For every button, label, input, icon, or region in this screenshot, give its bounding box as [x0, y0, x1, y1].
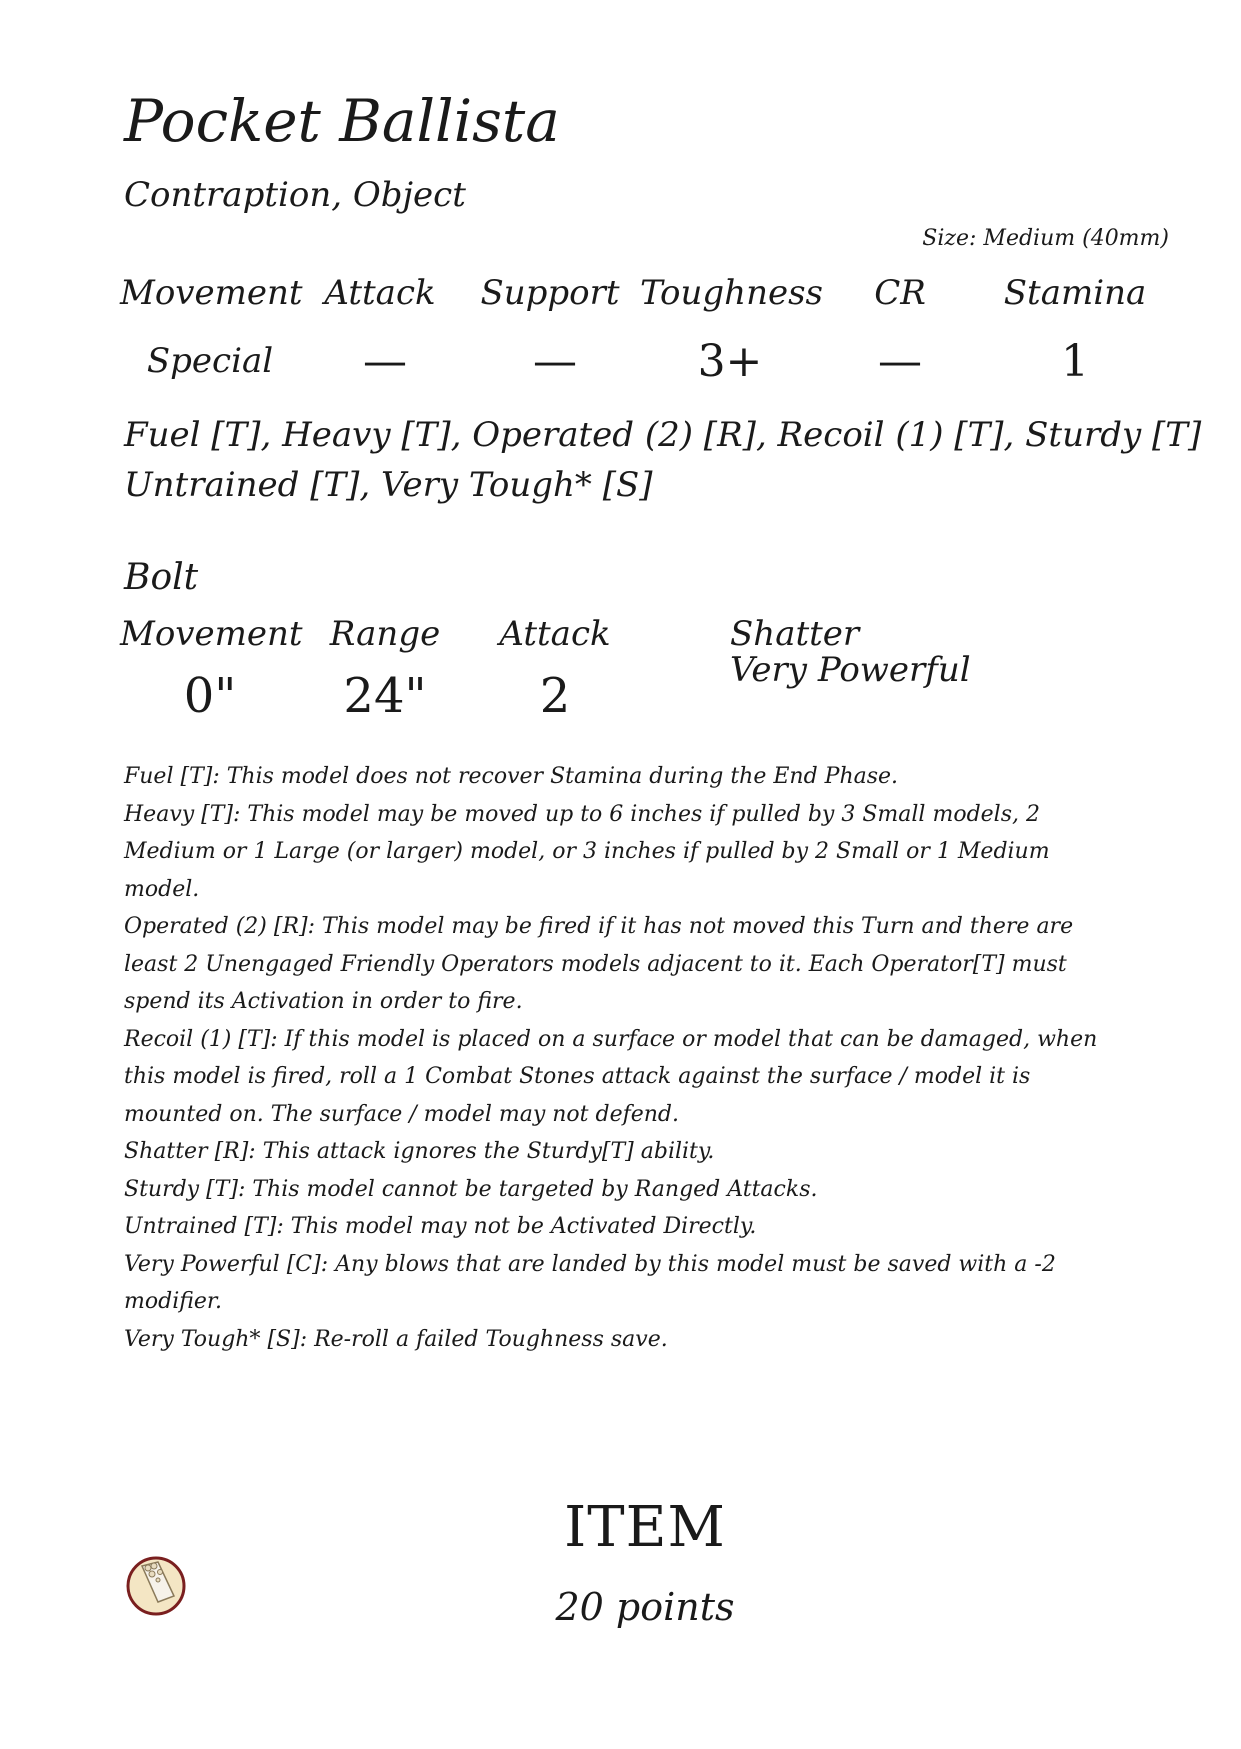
stat-header-toughness: Toughness	[640, 273, 823, 313]
card-type: ITEM	[564, 1495, 726, 1560]
points-cost: 20 points	[555, 1585, 735, 1629]
weapon-header-movement: Movement	[120, 614, 303, 654]
stat-header-support: Support	[480, 273, 620, 313]
rule-heavy: Heavy [T]: This model may be moved up to 6 inches if pulled by 3 Small models, 2 Medium or 1 Large (or larger) model, or 3 inches if pulled by 2 Small or 1 Medium model.	[124, 801, 1050, 902]
rule-sturdy: Sturdy [T]: This model cannot be targeted by Ranged Attacks.	[124, 1176, 818, 1202]
card-title: Pocket Ballista	[124, 87, 560, 155]
stat-header-cr: CR	[874, 273, 926, 313]
scroll-badge-icon	[124, 1552, 188, 1616]
rule-fuel: Fuel [T]: This model does not recover Stamina during the End Phase.	[124, 764, 899, 789]
stat-value-toughness: 3+	[697, 336, 763, 387]
card-subtitle: Contraption, Object	[124, 175, 466, 215]
stat-value-movement: Special	[146, 341, 274, 381]
rule-shatter: Shatter [R]: This attack ignores the Sturdy[T] ability.	[124, 1139, 715, 1164]
stat-header-stamina: Stamina	[1003, 273, 1147, 313]
weapon-header-range: Range	[329, 614, 441, 654]
abilities-line-2: Untrained [T], Very Tough* [S]	[124, 465, 653, 505]
weapon-header-attack: Attack	[499, 614, 611, 654]
rule-very-tough: Very Tough* [S]: Re-roll a failed Toughness save.	[124, 1326, 668, 1352]
rule-very-powerful: Very Powerful [C]: Any blows that are landed by this model must be saved with a -2 modifier.	[124, 1251, 1056, 1314]
weapon-trait-very-powerful: Very Powerful	[730, 650, 971, 690]
rule-untrained: Untrained [T]: This model may not be Activated Directly.	[124, 1214, 757, 1239]
weapon-value-attack: 2	[539, 668, 571, 724]
stat-value-support: —	[533, 336, 577, 387]
weapon-value-movement: 0"	[183, 668, 237, 724]
stat-value-stamina: 1	[1061, 336, 1089, 387]
rule-recoil: Recoil (1) [T]: If this model is placed on a surface or model that can be damaged, when this model is fired, roll a 1 Combat Stones attack against the surface / model it is mounted on. The surface / model may not defend.	[124, 1026, 1098, 1127]
weapon-value-range: 24"	[343, 668, 427, 724]
weapon-trait-shatter: Shatter	[730, 614, 860, 654]
weapon-name: Bolt	[124, 557, 199, 598]
rule-operated: Operated (2) [R]: This model may be fired if it has not moved this Turn and there are least 2 Unengaged Friendly Operators models adjacent to it. Each Operator[T] must spend its Activation in order to fire.	[124, 914, 1074, 1014]
stat-value-cr: —	[878, 336, 922, 387]
stat-header-attack: Attack	[324, 273, 436, 313]
rules-text	[124, 758, 1124, 1358]
stat-value-attack: —	[363, 336, 407, 387]
stat-header-movement: Movement	[120, 273, 303, 313]
abilities-line-1: Fuel [T], Heavy [T], Operated (2) [R], Recoil (1) [T], Sturdy [T]	[124, 415, 1202, 455]
model-size: Size: Medium (40mm)	[922, 226, 1169, 251]
